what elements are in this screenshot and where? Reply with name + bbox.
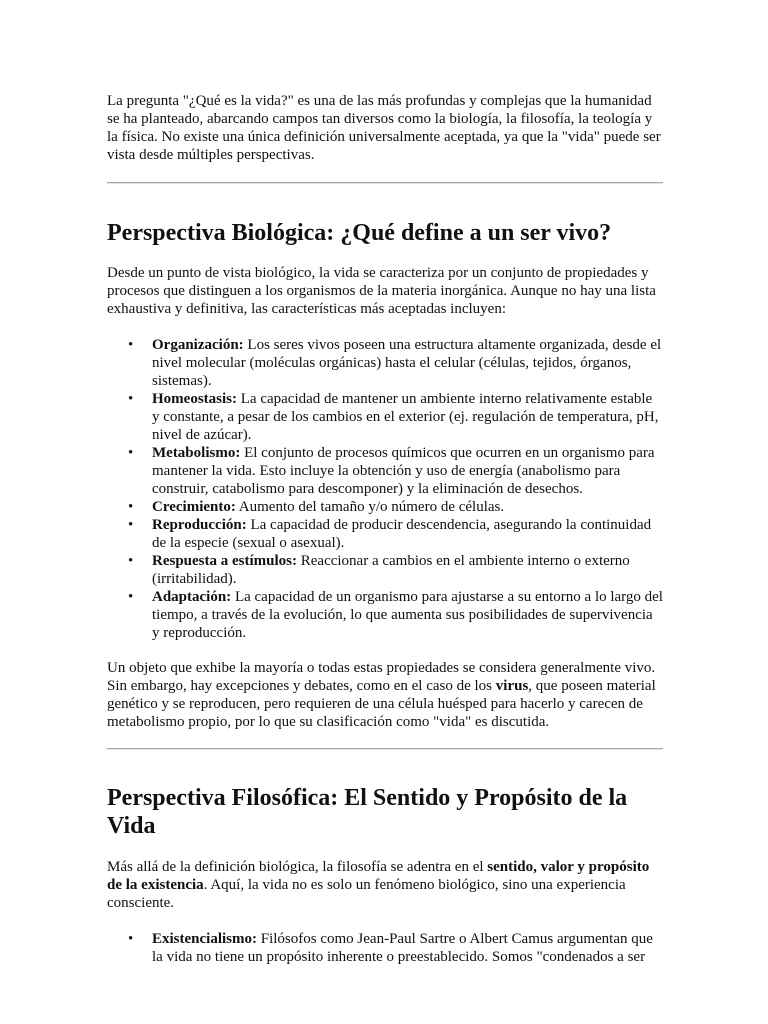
document-page: [107, 92, 663, 966]
philosophical-intro-start: Más allá de la definición biológica, la filosofía se adentra en el: [107, 859, 488, 875]
philosophical-intro-emphasis: sentido, valor y propósito de la existencia: [107, 859, 650, 893]
biological-closing-paragraph: [107, 659, 663, 731]
list-item: [128, 930, 663, 966]
biological-characteristics-list: [107, 336, 663, 642]
list-item: [128, 588, 663, 642]
term-label: Crecimiento:: [152, 499, 236, 515]
bullet-icon: •: [128, 391, 134, 407]
term-description: Filósofos como Jean-Paul Sartre o Albert Camus argumentan que la vida no tiene un propósito inherente o preestablecido. Somos "condenados a ser: [152, 931, 653, 965]
list-item: [128, 552, 663, 588]
closing-text-end: , que poseen material genético y se reproducen, pero requieren de una célula huésped para hacerlo y carecen de metabolismo propio, por lo que su clasificación como "vida" es discutida.: [107, 678, 656, 730]
term-description: La capacidad de un organismo para ajustarse a su entorno a lo largo del tiempo, a través de la evolución, lo que aumenta sus posibilidades de supervivencia y reproducción.: [152, 589, 663, 641]
bullet-icon: •: [128, 553, 134, 569]
term-description: El conjunto de procesos químicos que ocurren en un organismo para mantener la vida. Esto incluye la obtención y uso de energía (anabolismo para construir, catabolismo para descomponer) y la eliminación de desechos.: [152, 445, 655, 497]
term-label: Homeostasis:: [152, 391, 237, 407]
term-label: Respuesta a estímulos:: [152, 553, 297, 569]
philosophical-intro: [107, 858, 663, 912]
section-divider: [107, 748, 663, 750]
list-item: [128, 336, 663, 390]
closing-text-start: Un objeto que exhibe la mayoría o todas estas propiedades se considera generalmente vivo. Sin embargo, hay excepciones y debates, como en el caso de los: [107, 660, 656, 694]
philosophical-intro-end: . Aquí, la vida no es solo un fenómeno biológico, sino una experiencia consciente.: [107, 877, 626, 911]
term-label: Metabolismo:: [152, 445, 241, 461]
bullet-icon: •: [128, 499, 134, 515]
term-description: Los seres vivos poseen una estructura altamente organizada, desde el nivel molecular (moléculas orgánicas) hasta el celular (células, tejidos, órganos, sistemas).: [152, 337, 662, 389]
philosophical-heading: Perspectiva Filosófica: El Sentido y Propósito de la Vida: [107, 785, 628, 839]
bullet-icon: •: [128, 445, 134, 461]
virus-term: virus: [495, 678, 529, 694]
term-description: La capacidad de producir descendencia, asegurando la continuidad de la especie (sexual o asexual).: [152, 517, 652, 551]
list-item: [128, 444, 663, 498]
list-item: [128, 498, 663, 516]
bullet-icon: •: [128, 589, 134, 605]
term-label: Reproducción:: [152, 517, 247, 533]
list-item: [128, 390, 663, 444]
bullet-icon: •: [128, 337, 134, 353]
term-label: Organización:: [152, 337, 244, 353]
biological-heading: Perspectiva Biológica: ¿Qué define a un ser vivo?: [107, 220, 612, 246]
bullet-icon: •: [128, 517, 134, 533]
term-label: Existencialismo:: [152, 931, 257, 947]
term-label: Adaptación:: [152, 589, 232, 605]
list-item: [128, 516, 663, 552]
bullet-icon: •: [128, 931, 134, 947]
philosophical-schools-list: [107, 930, 663, 966]
intro-paragraph: La pregunta "¿Qué es la vida?" es una de las más profundas y complejas que la humanidad se ha planteado, abarcando campos tan diversos como la biología, la filosofía, la teología y la física. No existe una única definición universalmente aceptada, ya que la "vida" puede ser vista desde múltiples perspectivas.: [107, 93, 661, 163]
term-description: Aumento del tamaño y/o número de células.: [235, 499, 505, 515]
term-description: Reaccionar a cambios en el ambiente interno o externo (irritabilidad).: [152, 553, 630, 587]
term-description: La capacidad de mantener un ambiente interno relativamente estable y constante, a pesar de los cambios en el exterior (ej. regulación de temperatura, pH, nivel de azúcar).: [152, 391, 659, 443]
biological-intro: Desde un punto de vista biológico, la vida se caracteriza por un conjunto de propiedades y procesos que distinguen a los organismos de la materia inorgánica. Aunque no hay una lista exhaustiva y definitiva, las características más aceptadas incluyen:: [107, 265, 656, 317]
section-divider: [107, 182, 663, 184]
